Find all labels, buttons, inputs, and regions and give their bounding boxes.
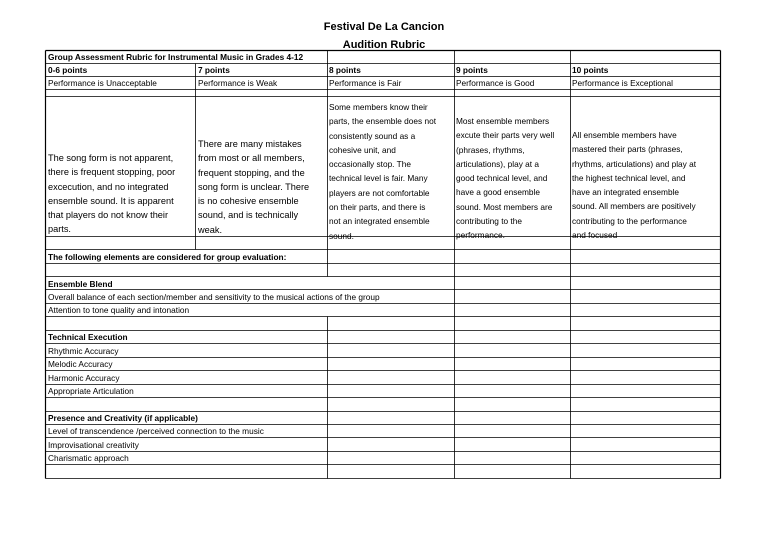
level-description-2 xyxy=(329,100,436,243)
level-label-0: Performance is Unacceptable xyxy=(48,78,157,88)
description-line: parts, the ensemble does not xyxy=(329,116,437,127)
description-line: is no cohesive ensemble xyxy=(198,196,299,207)
section-heading-ensemble-blend: Ensemble Blend xyxy=(48,279,113,289)
description-line: Some members know their xyxy=(329,102,428,112)
description-line: parts. xyxy=(48,224,71,235)
description-line: All ensemble members have xyxy=(572,130,677,140)
description-line: good technical level, and xyxy=(456,173,548,184)
description-line: sound. All members are positively xyxy=(572,201,696,212)
description-line: There are many mistakes xyxy=(198,139,302,149)
criterion-item: Level of transcendence /perceived connection to the music xyxy=(48,426,264,436)
description-line: the highest technical level, and xyxy=(572,172,686,183)
elements-heading: The following elements are considered for group evaluation: xyxy=(48,252,287,262)
level-points-1: 7 points xyxy=(198,65,230,75)
description-line: (phrases, rhythms, xyxy=(456,144,525,155)
description-line: occasionally stop. The xyxy=(329,159,411,170)
level-description-4 xyxy=(572,128,696,242)
description-line: sound. Most members are xyxy=(456,201,553,212)
description-line: technical level is fair. Many xyxy=(329,173,428,184)
level-points-2: 8 points xyxy=(329,65,361,75)
description-line: and focused xyxy=(572,230,618,241)
description-line: song form is unclear. There xyxy=(198,181,310,192)
level-points-3: 9 points xyxy=(456,65,488,75)
description-line: have a good ensemble xyxy=(456,187,540,198)
level-points-0: 0-6 points xyxy=(48,65,88,75)
description-line: sound, and is technically xyxy=(198,210,299,221)
criterion-item: Rhythmic Accuracy xyxy=(48,346,119,356)
level-label-3: Performance is Good xyxy=(456,78,535,88)
description-line: ensemble sound. It is apparent xyxy=(48,195,174,206)
description-line: articulations), play at a xyxy=(456,158,540,169)
description-line: contributing to the xyxy=(456,216,522,227)
description-line: performance. xyxy=(456,230,505,241)
criterion-item: Improvisational creativity xyxy=(48,440,139,450)
description-line: weak. xyxy=(198,224,223,235)
description-line: from most or all members, xyxy=(198,153,305,164)
description-line: there is frequent stopping, poor xyxy=(48,167,176,178)
description-line: frequent stopping, and the xyxy=(198,167,305,178)
description-line: on their parts, and there is xyxy=(329,202,426,213)
level-description-1 xyxy=(198,137,309,237)
description-line: excecution, and no integrated xyxy=(48,181,169,192)
description-line: have an integrated ensemble xyxy=(572,187,680,198)
level-description-3 xyxy=(456,114,554,243)
level-label-4: Performance is Exceptional xyxy=(572,78,673,88)
description-line: rhythms, articulations) and play at xyxy=(572,158,697,169)
criterion-item: Melodic Accuracy xyxy=(48,359,113,369)
level-label-1: Performance is Weak xyxy=(198,78,278,88)
document-subtitle: Audition Rubric xyxy=(342,39,426,51)
level-label-2: Performance is Fair xyxy=(329,78,402,88)
section-heading-presence-creativity: Presence and Creativity (if applicable) xyxy=(48,413,198,423)
description-line: mastered their parts (phrases, xyxy=(572,144,683,155)
description-line: not an integrated ensemble xyxy=(329,216,430,227)
level-points-4: 10 points xyxy=(572,65,609,75)
criterion-item: Harmonic Accuracy xyxy=(48,373,120,383)
rubric-header: Group Assessment Rubric for Instrumental Music in Grades 4-12 xyxy=(48,52,304,62)
description-line: The song form is not apparent, xyxy=(48,153,174,163)
description-line: that players do not know their xyxy=(48,210,169,221)
level-description-0 xyxy=(48,151,175,237)
criterion-item: Attention to tone quality and intonation xyxy=(48,305,190,315)
description-line: Most ensemble members xyxy=(456,116,550,126)
description-line: players are not comfortable xyxy=(329,187,430,198)
criterion-item: Charismatic approach xyxy=(48,453,129,463)
description-line: contributing to the performance xyxy=(572,215,687,226)
section-heading-technical-execution: Technical Execution xyxy=(48,332,128,342)
description-line: consistently sound as a xyxy=(329,130,416,141)
criterion-item: Appropriate Articulation xyxy=(48,386,134,396)
description-line: excute their parts very well xyxy=(456,130,555,141)
description-line: cohesive unit, and xyxy=(329,144,396,155)
description-line: sound. xyxy=(329,230,354,241)
document-title: Festival De La Cancion xyxy=(323,21,445,33)
criterion-item: Overall balance of each section/member and sensitivity to the musical actions of the group xyxy=(48,292,380,302)
